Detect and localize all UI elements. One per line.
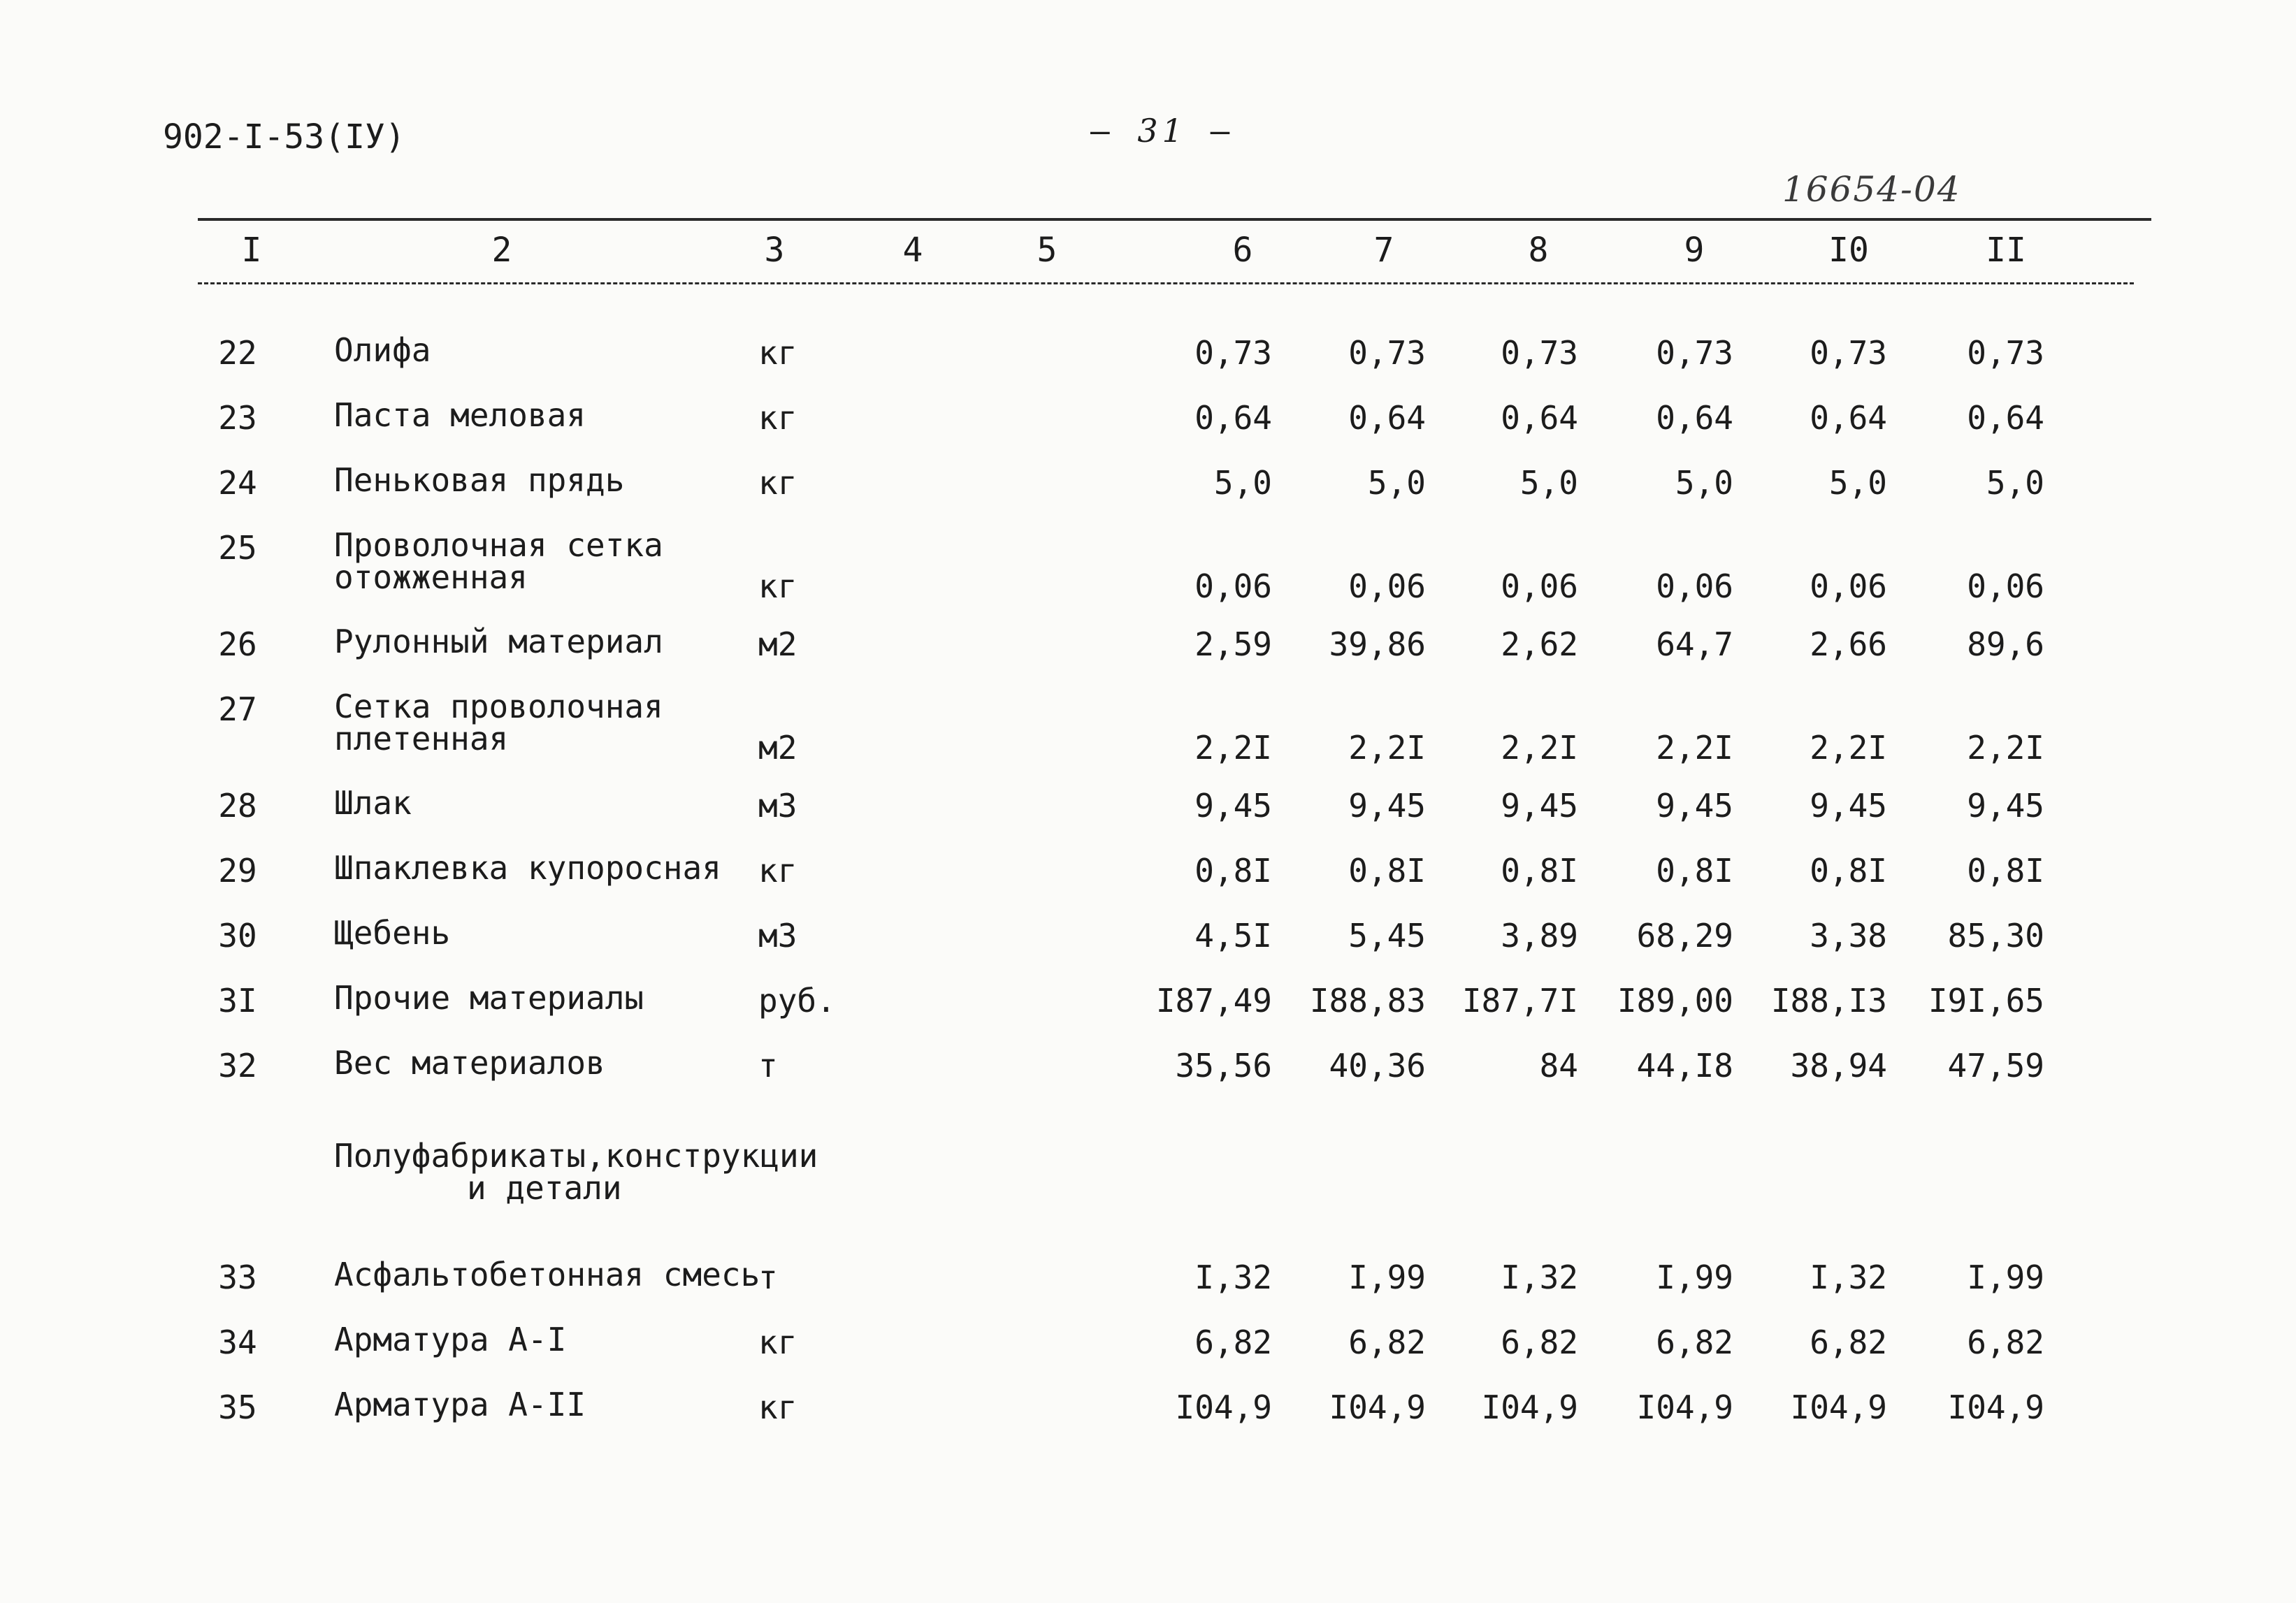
- material-name: [334, 1044, 605, 1082]
- row-number: 22: [218, 334, 257, 372]
- quantity-cell: 85,30: [1947, 917, 2044, 955]
- quantity-cell: 5,0: [1213, 464, 1272, 502]
- quantity-cell: 0,8I: [1194, 852, 1272, 890]
- unit-of-measure: кг: [758, 1388, 797, 1426]
- quantity-cell: I,32: [1810, 1259, 1887, 1296]
- column-header: I: [241, 231, 262, 270]
- quantity-cell: 84: [1539, 1047, 1578, 1085]
- material-name-line: Паста меловая: [334, 396, 586, 434]
- quantity-cell: 9,45: [1194, 787, 1272, 825]
- material-name-line: Щебень: [334, 914, 451, 952]
- quantity-cell: I,99: [1348, 1259, 1426, 1296]
- row-number: 30: [218, 917, 257, 955]
- material-name-line: Сетка проволочная: [334, 688, 663, 725]
- unit-of-measure: м3: [758, 787, 797, 825]
- row-number: 28: [218, 787, 257, 825]
- quantity-cell: 6,82: [1656, 1323, 1733, 1361]
- unit-of-measure: кг: [758, 852, 797, 890]
- quantity-cell: I04,9: [1481, 1388, 1578, 1426]
- material-name-line: плетенная: [334, 720, 509, 757]
- quantity-cell: 5,0: [1675, 464, 1733, 502]
- unit-of-measure: т: [758, 1047, 778, 1085]
- material-name-line: Асфальтобетонная смесь: [334, 1256, 760, 1293]
- column-header: II: [1986, 231, 2026, 270]
- quantity-cell: 6,82: [1501, 1323, 1578, 1361]
- quantity-cell: I04,9: [1790, 1388, 1887, 1426]
- quantity-cell: I89,00: [1617, 982, 1733, 1020]
- material-name: [334, 1256, 760, 1293]
- quantity-cell: I,32: [1194, 1259, 1272, 1296]
- material-name: [334, 690, 663, 755]
- quantity-cell: 2,2I: [1501, 729, 1578, 767]
- quantity-cell: 39,86: [1329, 625, 1426, 663]
- material-name-line: Пеньковая прядь: [334, 461, 625, 499]
- quantity-cell: 2,62: [1501, 625, 1578, 663]
- unit-of-measure: кг: [758, 1323, 797, 1361]
- quantity-cell: 5,0: [1986, 464, 2044, 502]
- quantity-cell: 0,06: [1656, 567, 1733, 605]
- quantity-cell: I87,7I: [1461, 982, 1578, 1020]
- material-name: [334, 1388, 586, 1421]
- quantity-cell: 40,36: [1329, 1047, 1426, 1085]
- material-name: [334, 784, 412, 822]
- quantity-cell: 0,64: [1656, 399, 1733, 437]
- row-number: 26: [218, 625, 257, 663]
- row-number: 23: [218, 399, 257, 437]
- quantity-cell: 0,06: [1194, 567, 1272, 605]
- quantity-cell: 5,0: [1519, 464, 1578, 502]
- unit-of-measure: кг: [758, 334, 797, 372]
- material-name: [334, 1323, 566, 1356]
- quantity-cell: 0,73: [1194, 334, 1272, 372]
- quantity-cell: 64,7: [1656, 625, 1733, 663]
- quantity-cell: I88,I3: [1770, 982, 1887, 1020]
- quantity-cell: 0,06: [1967, 567, 2044, 605]
- material-name: [334, 979, 644, 1017]
- quantity-cell: 2,59: [1194, 625, 1272, 663]
- quantity-cell: 0,8I: [1501, 852, 1578, 890]
- quantity-cell: 6,82: [1348, 1323, 1426, 1361]
- quantity-cell: 0,8I: [1348, 852, 1426, 890]
- quantity-cell: 5,0: [1367, 464, 1426, 502]
- quantity-cell: 9,45: [1348, 787, 1426, 825]
- quantity-cell: 9,45: [1810, 787, 1887, 825]
- quantity-cell: 2,66: [1810, 625, 1887, 663]
- quantity-cell: 0,73: [1348, 334, 1426, 372]
- section-heading-line: Полуфабрикаты,конструкции: [334, 1137, 818, 1175]
- quantity-cell: 3,38: [1810, 917, 1887, 955]
- column-header: 7: [1373, 231, 1394, 270]
- reference-number: 16654-04: [1782, 169, 1961, 210]
- material-name: [334, 331, 431, 369]
- quantity-cell: 0,64: [1967, 399, 2044, 437]
- material-name-line: отожженная: [334, 558, 528, 596]
- quantity-cell: 0,64: [1194, 399, 1272, 437]
- material-name: [334, 526, 663, 596]
- material-name-line: Арматура А-I: [334, 1321, 567, 1358]
- quantity-cell: I,32: [1501, 1259, 1578, 1296]
- material-name-line: Вес материалов: [334, 1044, 605, 1082]
- quantity-cell: 0,64: [1348, 399, 1426, 437]
- unit-of-measure: т: [758, 1259, 778, 1296]
- quantity-cell: 89,6: [1967, 625, 2044, 663]
- quantity-cell: 68,29: [1636, 917, 1733, 955]
- quantity-cell: 38,94: [1790, 1047, 1887, 1085]
- material-name-line: Проволочная сетка: [334, 526, 663, 564]
- quantity-cell: 2,2I: [1194, 729, 1272, 767]
- section-heading: [334, 1137, 818, 1207]
- material-name-line: Шлак: [334, 784, 412, 822]
- quantity-cell: I88,83: [1309, 982, 1426, 1020]
- quantity-cell: 0,64: [1501, 399, 1578, 437]
- unit-of-measure: кг: [758, 399, 797, 437]
- quantity-cell: 2,2I: [1967, 729, 2044, 767]
- quantity-cell: 0,8I: [1810, 852, 1887, 890]
- quantity-cell: 2,2I: [1348, 729, 1426, 767]
- quantity-cell: I04,9: [1947, 1388, 2044, 1426]
- quantity-cell: I04,9: [1636, 1388, 1733, 1426]
- quantity-cell: 2,2I: [1656, 729, 1733, 767]
- row-number: 35: [218, 1388, 257, 1426]
- table-header-rule: [198, 282, 2134, 284]
- quantity-cell: 6,82: [1194, 1323, 1272, 1361]
- quantity-cell: 6,82: [1967, 1323, 2044, 1361]
- column-header: I0: [1828, 231, 1869, 270]
- page-number: – 31 –: [1090, 112, 1234, 150]
- unit-of-measure: м2: [758, 729, 797, 767]
- quantity-cell: 5,0: [1828, 464, 1887, 502]
- quantity-cell: 0,06: [1810, 567, 1887, 605]
- quantity-cell: 6,82: [1810, 1323, 1887, 1361]
- material-name-line: Прочие материалы: [334, 979, 644, 1017]
- quantity-cell: 0,8I: [1967, 852, 2044, 890]
- quantity-cell: I04,9: [1329, 1388, 1426, 1426]
- quantity-cell: 0,73: [1501, 334, 1578, 372]
- quantity-cell: 9,45: [1656, 787, 1733, 825]
- column-header: 6: [1232, 231, 1253, 270]
- quantity-cell: 0,64: [1810, 399, 1887, 437]
- row-number: 27: [218, 690, 257, 728]
- row-number: 24: [218, 464, 257, 502]
- quantity-cell: I87,49: [1155, 982, 1272, 1020]
- quantity-cell: 0,73: [1656, 334, 1733, 372]
- quantity-cell: 3,89: [1501, 917, 1578, 955]
- material-name-line: Рулонный материал: [334, 623, 663, 660]
- material-name: [334, 461, 625, 499]
- row-number: 25: [218, 529, 257, 567]
- material-name: [334, 396, 586, 434]
- row-number: 33: [218, 1259, 257, 1296]
- quantity-cell: 9,45: [1967, 787, 2044, 825]
- row-number: 34: [218, 1323, 257, 1361]
- column-header: 5: [1037, 231, 1057, 270]
- column-header: 2: [491, 231, 512, 270]
- quantity-cell: 4,5I: [1194, 917, 1272, 955]
- unit-of-measure: кг: [758, 464, 797, 502]
- quantity-cell: 5,45: [1348, 917, 1426, 955]
- quantity-cell: 47,59: [1947, 1047, 2044, 1085]
- column-header: 8: [1528, 231, 1549, 270]
- page-number-value: 31: [1137, 112, 1187, 150]
- column-header: 4: [902, 231, 923, 270]
- unit-of-measure: м3: [758, 917, 797, 955]
- material-name-line: Арматура А-II: [334, 1386, 586, 1423]
- quantity-cell: I04,9: [1175, 1388, 1272, 1426]
- material-name-line: Шпаклевка купоросная: [334, 849, 721, 887]
- column-header: 3: [764, 231, 785, 270]
- quantity-cell: 2,2I: [1810, 729, 1887, 767]
- quantity-cell: 0,8I: [1656, 852, 1733, 890]
- quantity-cell: 9,45: [1501, 787, 1578, 825]
- row-number: 29: [218, 852, 257, 890]
- section-heading-line: и детали: [467, 1169, 622, 1207]
- row-number: 3I: [218, 982, 257, 1020]
- quantity-cell: 0,06: [1501, 567, 1578, 605]
- quantity-cell: 0,73: [1967, 334, 2044, 372]
- quantity-cell: 44,I8: [1636, 1047, 1733, 1085]
- table-top-rule: [198, 218, 2151, 221]
- quantity-cell: 35,56: [1175, 1047, 1272, 1085]
- unit-of-measure: руб.: [758, 982, 836, 1020]
- quantity-cell: 0,73: [1810, 334, 1887, 372]
- quantity-cell: I9I,65: [1928, 982, 2044, 1020]
- material-name: [334, 914, 451, 952]
- unit-of-measure: м2: [758, 625, 797, 663]
- material-name: [334, 625, 663, 658]
- quantity-cell: 0,06: [1348, 567, 1426, 605]
- document-code: 902-I-53(IУ): [163, 117, 405, 157]
- column-header: 9: [1684, 231, 1705, 270]
- quantity-cell: I,99: [1656, 1259, 1733, 1296]
- quantity-cell: I,99: [1967, 1259, 2044, 1296]
- material-name: [334, 849, 721, 887]
- row-number: 32: [218, 1047, 257, 1085]
- material-name-line: Олифа: [334, 331, 431, 369]
- unit-of-measure: кг: [758, 567, 797, 605]
